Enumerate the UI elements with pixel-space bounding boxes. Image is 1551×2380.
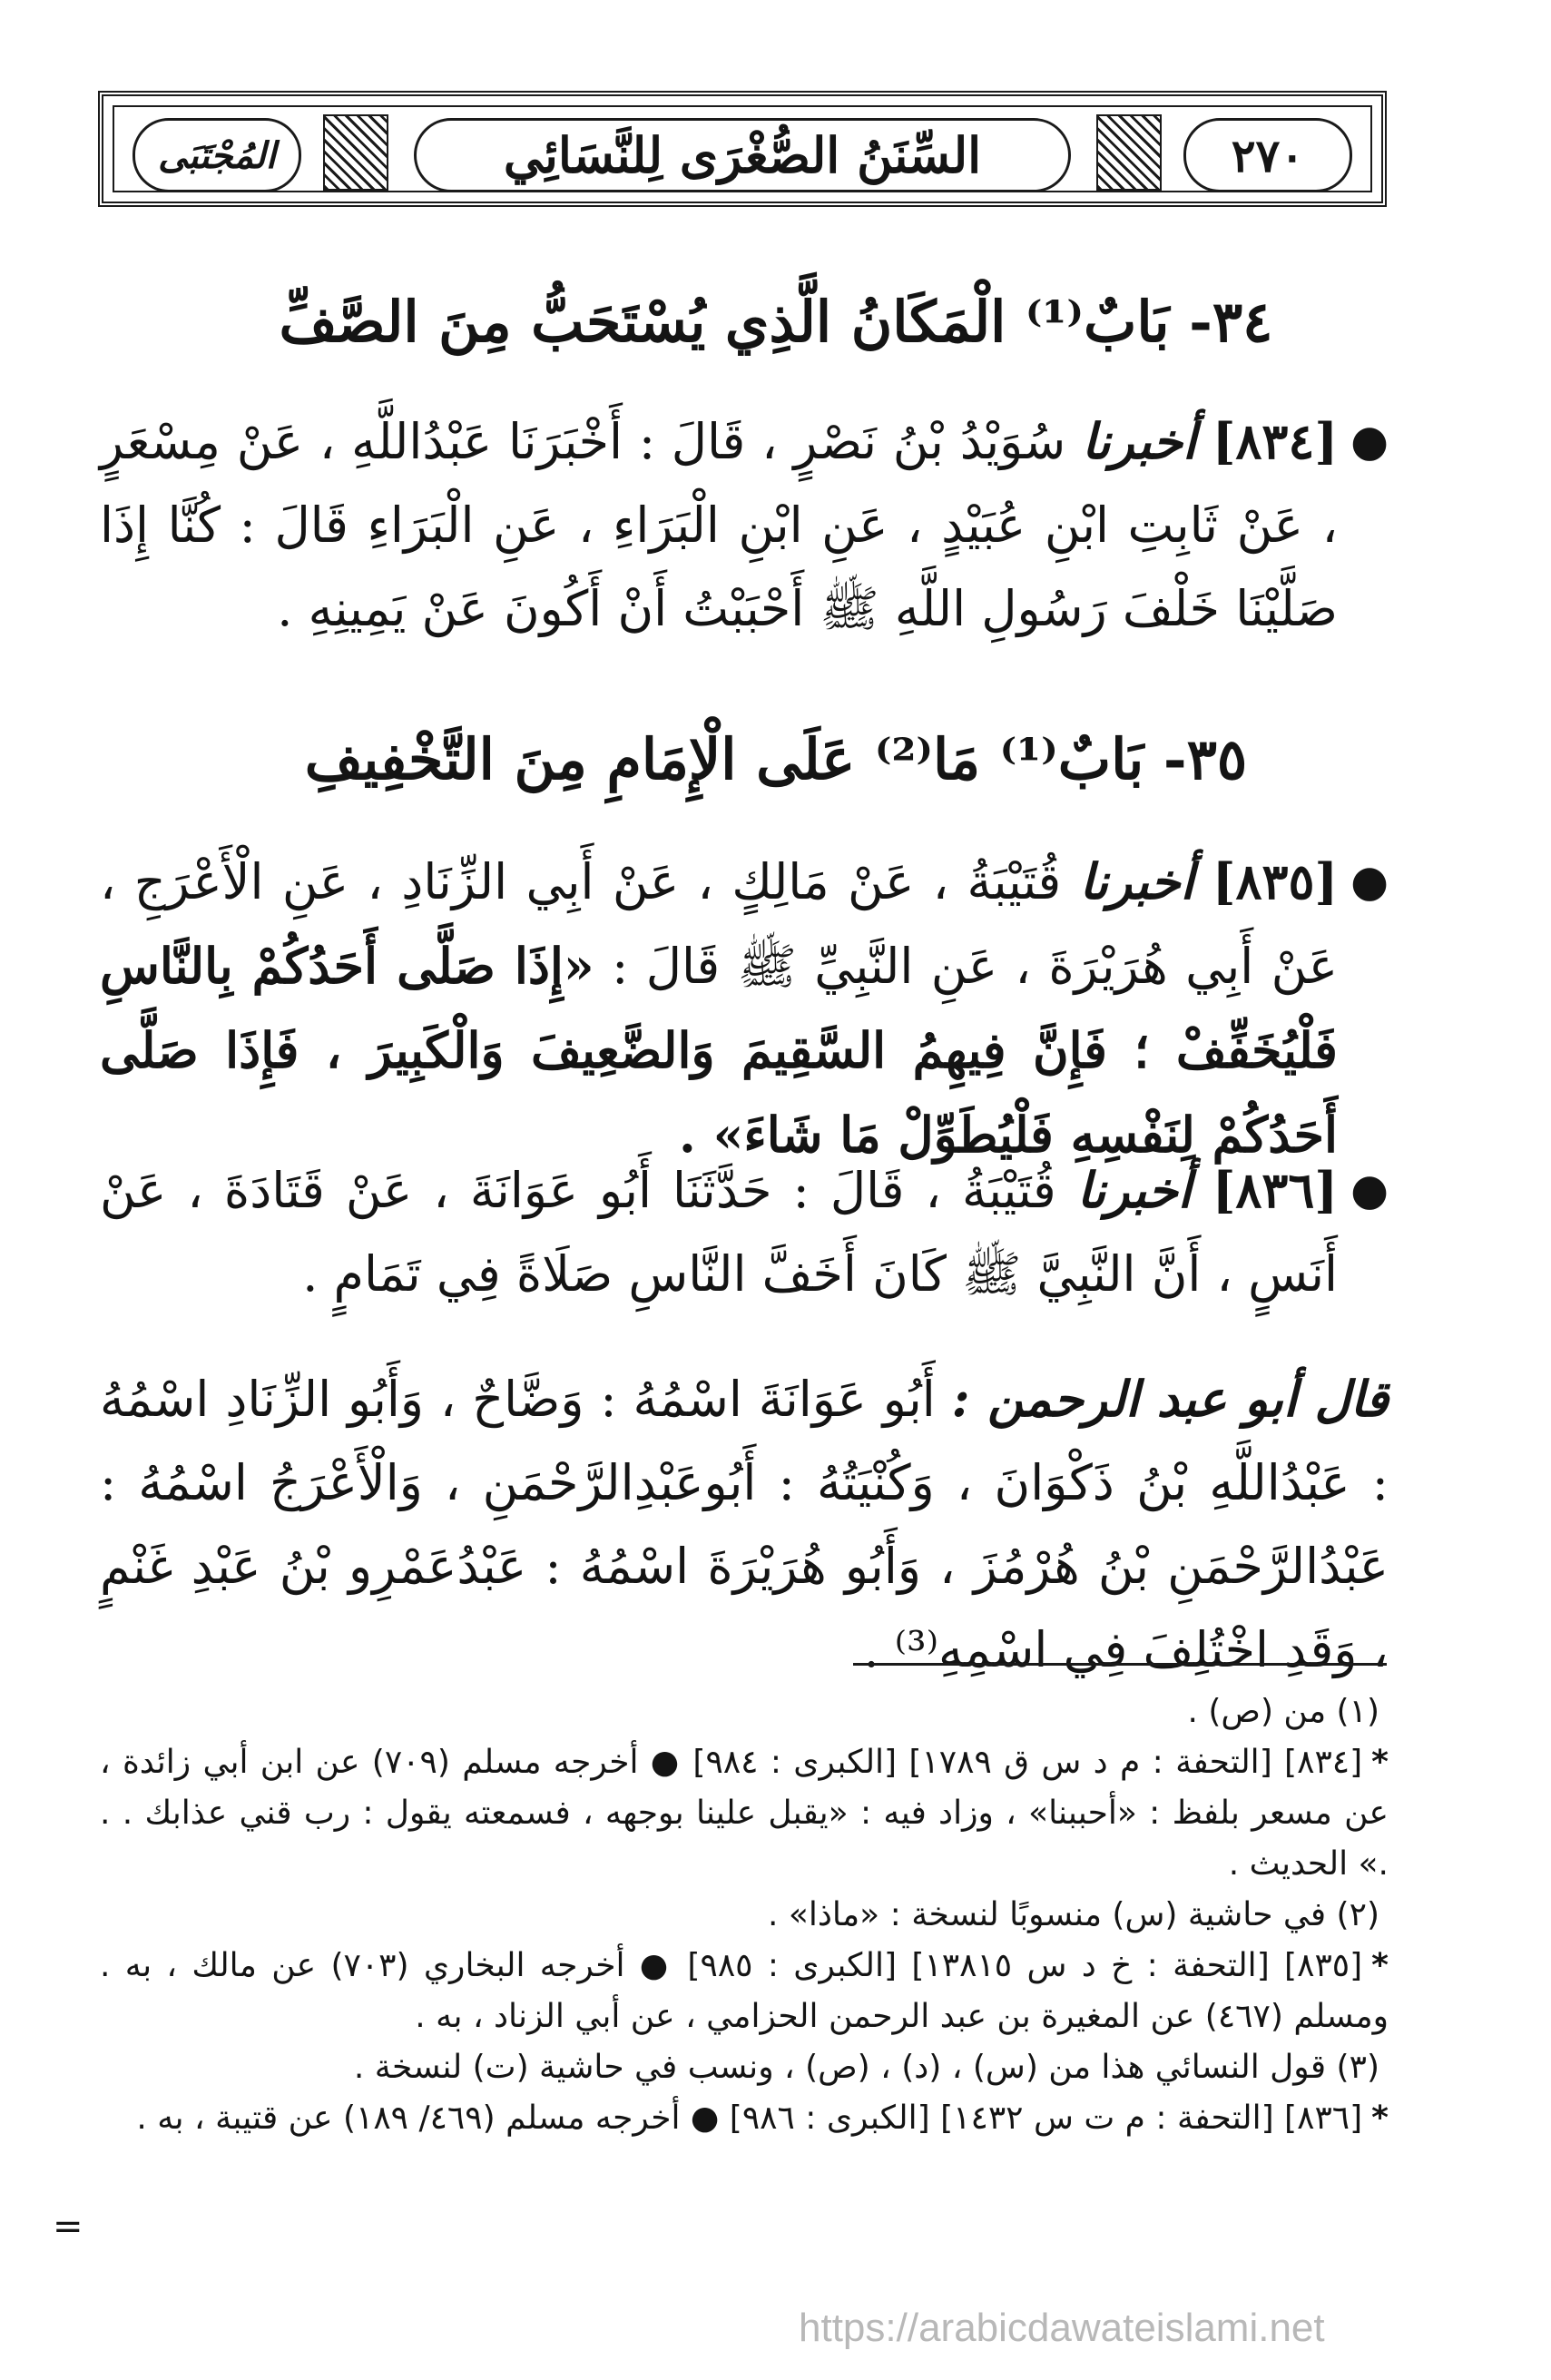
hadith-836 <box>100 1148 1389 1316</box>
hadith-intro: أخبرنا <box>1076 1161 1192 1219</box>
hadith-quote: «إِذَا صَلَّى أَحَدُكُمْ بِالنَّاسِ فَلْيُخَفِّفْ ؛ فَإِنَّ فِيهِمُ السَّقِيمَ وَالضَّعِيفَ وَالْكَبِيرَ ، فَإِذَا صَلَّى أَحَدُكُمْ لِنَفْسِهِ فَلْيُطَوِّلْ مَا شَاءَ» . <box>100 937 1338 1164</box>
bullet-icon: ● <box>1350 1165 1389 1215</box>
bullet-icon: ● <box>1350 856 1389 907</box>
author-note-text <box>100 1357 1389 1692</box>
hadith-835 <box>100 840 1389 1177</box>
footnote-star-icon <box>1379 2049 1389 2086</box>
footnote-star-icon: * <box>1371 2100 1389 2137</box>
hadith-intro: أخبرنا <box>1079 852 1194 910</box>
page-number: ٢٧٠ <box>1183 118 1352 192</box>
footnote-836 <box>100 2093 1389 2144</box>
footnote-star-icon: * <box>1371 1947 1389 1984</box>
hadith-number: [٨٣٥] <box>1212 852 1339 910</box>
footnote-text: (١) من (ص) . <box>1187 1693 1379 1730</box>
page-header <box>98 91 1387 207</box>
author-note-intro: قال أبو عبد الرحمن : <box>951 1370 1389 1428</box>
hadith-body: سُوَيْدُ بْنُ نَصْرٍ ، قَالَ : أَخْبَرَنَا عَبْدُاللَّهِ ، عَنْ مِسْعَرٍ ، عَنْ ثَابِتِ ابْنِ عُبَيْدٍ ، عَنِ ابْنِ الْبَرَاءِ ، عَنِ الْبَرَاءِ قَالَ : كُنَّا إِذَا صَلَّيْنَا خَلْفَ رَسُولِ اللَّهِ ﷺ أَحْبَبْتُ أَنْ أَكُونَ عَنْ يَمِينِهِ . <box>100 413 1338 637</box>
footnote-star-icon: * <box>1371 1744 1389 1781</box>
footnote-text: [٨٣٤] [التحفة : م د س ق ١٧٨٩] [الكبرى : ٩٨٤] ● أخرجه مسلم (٧٠٩) عن ابن أبي زائدة ، عن مسعر بلفظ : «أحببنا» ، وزاد فيه : «يقبل علينا بوجهه ، فسمعته يقول : رب قني عذابك . . .» الحديث . <box>100 1744 1389 1883</box>
header-frame <box>113 105 1372 192</box>
ornament-right-icon <box>1096 114 1162 191</box>
hadith-number: [٨٣٦] <box>1212 1161 1338 1219</box>
hadith-body: قُتَيْبَةُ ، عَنْ مَالِكٍ ، عَنْ أَبِي الزِّنَادِ ، عَنِ الْأَعْرَجِ ، عَنْ أَبِي هُرَيْرَةَ ، عَنِ النَّبِيِّ ﷺ قَالَ : <box>100 853 1338 995</box>
footnote-star-icon <box>1379 1693 1389 1730</box>
footnote-star-icon <box>1379 1896 1389 1933</box>
footnotes <box>100 1687 1389 2144</box>
footnote-834 <box>100 1737 1389 1890</box>
footnote-835 <box>100 1941 1389 2042</box>
hadith-intro: أخبرنا <box>1082 412 1197 470</box>
footnote-text: [٨٣٥] [التحفة : خ د س ١٣٨١٥] [الكبرى : ٩٨٥] ● أخرجه البخاري (٧٠٣) عن مالك ، به . ومسلم (٤٦٧) عن المغيرة بن عبد الرحمن الحزامي ، عن أبي الزناد ، به . <box>100 1947 1389 2035</box>
continuation-mark: = <box>53 2206 83 2247</box>
footnote-text: (٣) قول النسائي هذا من (س) ، (د) ، (ص) ، ونسب في حاشية (ت) لنسخة . <box>353 2049 1379 2086</box>
hadith-body: قُتَيْبَةُ ، قَالَ : حَدَّثَنَا أَبُو عَوَانَةَ ، عَنْ قَتَادَةَ ، عَنْ أَنَسٍ ، أَنَّ النَّبِيَّ ﷺ كَانَ أَخَفَّ النَّاسِ صَلَاةً فِي تَمَامٍ . <box>100 1162 1338 1303</box>
ornament-left-icon <box>323 114 388 191</box>
hadith-834 <box>100 399 1389 651</box>
footnote-text: [٨٣٦] [التحفة : م ت س ١٤٣٢] [الكبرى : ٩٨٦] ● أخرجه مسلم (٤٦٩/ ١٨٩) عن قتيبة ، به . <box>136 2100 1363 2137</box>
footnote-divider <box>853 1663 1387 1666</box>
footnote-1 <box>100 1687 1389 1737</box>
footnote-text: (٢) في حاشية (س) منسوبًا لنسخة : «ماذا» . <box>767 1896 1379 1933</box>
hadith-number: [٨٣٤] <box>1212 412 1338 470</box>
author-note <box>100 1357 1389 1692</box>
hadith-text <box>100 1148 1389 1316</box>
hadith-text <box>100 840 1389 1177</box>
author-note-body: أَبُو عَوَانَةَ اسْمُهُ : وَضَّاحٌ ، وَأَبُو الزِّنَادِ اسْمُهُ : عَبْدُاللَّهِ بْنُ ذَكْوَانَ ، وَكُنْيَتُهُ : أَبُوعَبْدِالرَّحْمَنِ ، وَالْأَعْرَجُ اسْمُهُ : عَبْدُالرَّحْمَنِ بْنُ هُرْمُزَ ، وَأَبُو هُرَيْرَةَ اسْمُهُ : عَبْدُعَمْرِو بْنُ عَبْدِ غَنْمٍ ، وَقَدِ اخْتُلِفَ فِي اسْمِهِ⁽³⁾ . <box>100 1371 1389 1678</box>
footnote-2 <box>100 1890 1389 1941</box>
chapter-heading-34: ٣٤- بَابٌ⁽¹⁾ الْمَكَانُ الَّذِي يُسْتَحَبُّ مِنَ الصَّفِّ <box>279 289 1273 355</box>
watermark-url: https://arabicdawateislami.net <box>799 2306 1325 2350</box>
series-title: المُجْتَبَى <box>133 118 301 192</box>
bullet-icon: ● <box>1350 416 1389 467</box>
hadith-text <box>100 399 1389 651</box>
footnote-3 <box>100 2042 1389 2093</box>
book-title: السِّنَنُ الصُّغْرَى لِلنَّسَائِي <box>414 118 1071 192</box>
chapter-heading-35: ٣٥- بَابٌ⁽¹⁾ مَا⁽²⁾ عَلَى الْإِمَامِ مِنَ التَّخْفِيفِ <box>304 726 1248 792</box>
